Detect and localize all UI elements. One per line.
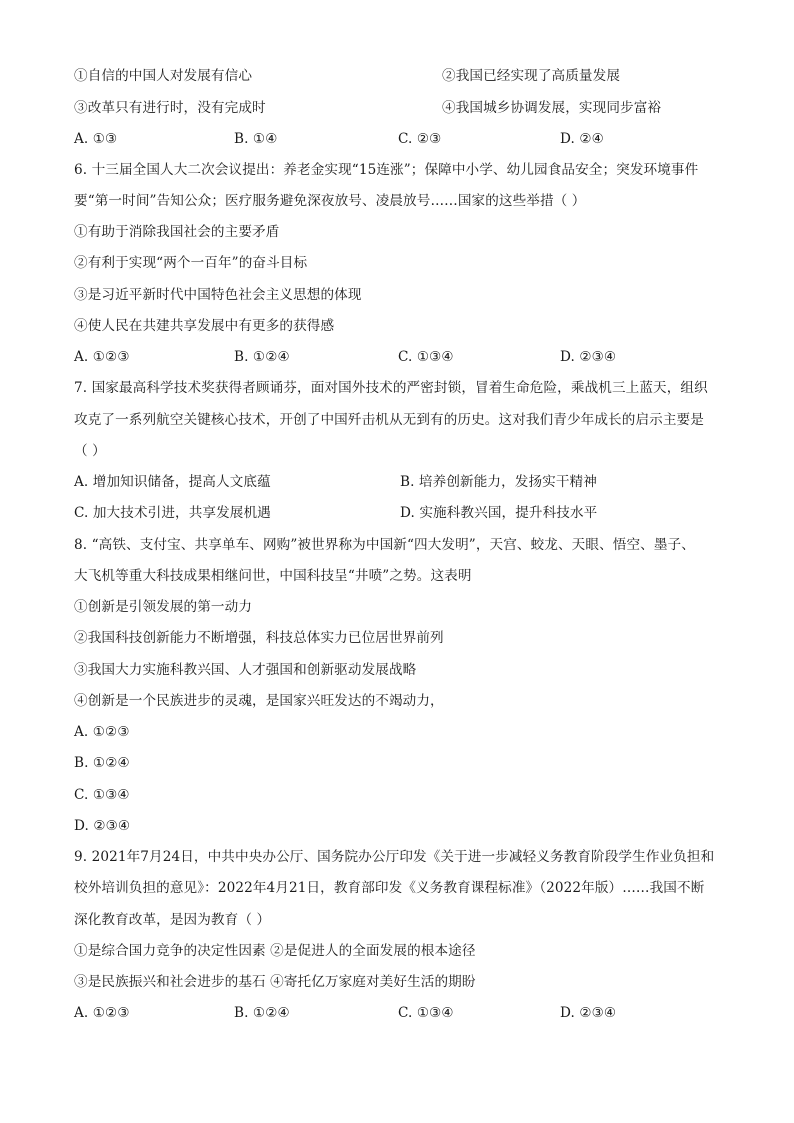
q8-stem-line-2: 大飞机等重大科技成果相继问世，中国科技呈“井喷”之势。这表明 <box>74 568 472 584</box>
q7-stem-line-1: 7. 国家最高科学技术奖获得者顾诵芬，面对国外技术的严密封锁，冒着生命危险，乘战机三上蓝天，组织 <box>74 380 708 396</box>
q9-statements-line-1: ①是综合国力竞争的决定性因素 ②是促进人的全面发展的根本途径 <box>74 943 476 959</box>
q6-stem-line-2: 要“第一时间”告知公众；医疗服务避免深夜放号、凌晨放号……国家的这些举措（ ） <box>74 193 586 209</box>
q5-option-d: D. ②④ <box>560 131 604 147</box>
q9-option-b: B. ①②④ <box>234 1005 290 1021</box>
q9-option-c: C. ①③④ <box>398 1005 454 1021</box>
q6-option-d: D. ②③④ <box>560 349 617 365</box>
q8-option-c: C. ①③④ <box>74 787 130 803</box>
q7-option-b: B. 培养创新能力，发扬实干精神 <box>400 474 597 490</box>
q6-statement-3: ③是习近平新时代中国特色社会主义思想的体现 <box>74 287 362 303</box>
q7-option-d: D. 实施科教兴国，提升科技水平 <box>400 505 598 521</box>
q6-option-a: A. ①②③ <box>74 349 130 365</box>
q6-statement-4: ④使人民在共建共享发展中有更多的获得感 <box>74 318 335 334</box>
q7-option-a: A. 增加知识储备，提高人文底蕴 <box>74 474 271 490</box>
q9-option-a: A. ①②③ <box>74 1005 130 1021</box>
q5-statement-3: ③改革只有进行时，没有完成时 <box>74 100 266 116</box>
q9-statements-line-2: ③是民族振兴和社会进步的基石 ④寄托亿万家庭对美好生活的期盼 <box>74 974 476 990</box>
q8-statement-1: ①创新是引领发展的第一动力 <box>74 599 253 615</box>
q5-statement-1: ①自信的中国人对发展有信心 <box>74 68 253 84</box>
q6-option-c: C. ①③④ <box>398 349 454 365</box>
q8-option-d: D. ②③④ <box>74 818 131 834</box>
q5-statement-4: ④我国城乡协调发展，实现同步富裕 <box>442 100 662 116</box>
q9-stem-line-2: 校外培训负担的意见》：2022年4月21日，教育部印发《义务教育课程标准》（2022年版）……我国不断 <box>74 880 705 896</box>
q5-option-b: B. ①④ <box>234 131 278 147</box>
q5-statement-2: ②我国已经实现了高质量发展 <box>442 68 621 84</box>
q9-option-d: D. ②③④ <box>560 1005 617 1021</box>
q8-statement-3: ③我国大力实施科教兴国、人才强国和创新驱动发展战略 <box>74 662 417 678</box>
q5-option-a: A. ①③ <box>74 131 118 147</box>
q8-statement-2: ②我国科技创新能力不断增强，科技总体实力已位居世界前列 <box>74 630 444 646</box>
q8-option-a: A. ①②③ <box>74 724 130 740</box>
q6-option-b: B. ①②④ <box>234 349 290 365</box>
q9-stem-line-3: 深化教育改革，是因为教育（ ） <box>74 912 271 928</box>
q6-statement-2: ②有利于实现“两个一百年”的奋斗目标 <box>74 255 308 271</box>
q7-option-c: C. 加大技术引进，共享发展机遇 <box>74 505 271 521</box>
q5-option-c: C. ②③ <box>398 131 442 147</box>
q7-stem-line-2: 攻克了一系列航空关键核心技术，开创了中国歼击机从无到有的历史。这对我们青少年成长的启示主要是 <box>74 412 704 428</box>
q7-stem-line-3: （ ） <box>74 443 106 459</box>
q6-statement-1: ①有助于消除我国社会的主要矛盾 <box>74 224 280 240</box>
q8-statement-4: ④创新是一个民族进步的灵魂，是国家兴旺发达的不竭动力， <box>74 693 444 709</box>
q6-stem-line-1: 6. 十三届全国人大二次会议提出：养老金实现“15连涨”；保障中小学、幼儿园食品安全；突发环境事件 <box>74 162 699 178</box>
q9-stem-line-1: 9. 2021年7月24日，中共中央办公厅、国务院办公厅印发《关于进一步减轻义务教育阶段学生作业负担和 <box>74 849 715 865</box>
q8-stem-line-1: 8. “高铁、支付宝、共享单车、网购”被世界称为中国新“四大发明”，天宫、蛟龙、天眼、悟空、墨子、 <box>74 537 695 553</box>
q8-option-b: B. ①②④ <box>74 755 130 771</box>
